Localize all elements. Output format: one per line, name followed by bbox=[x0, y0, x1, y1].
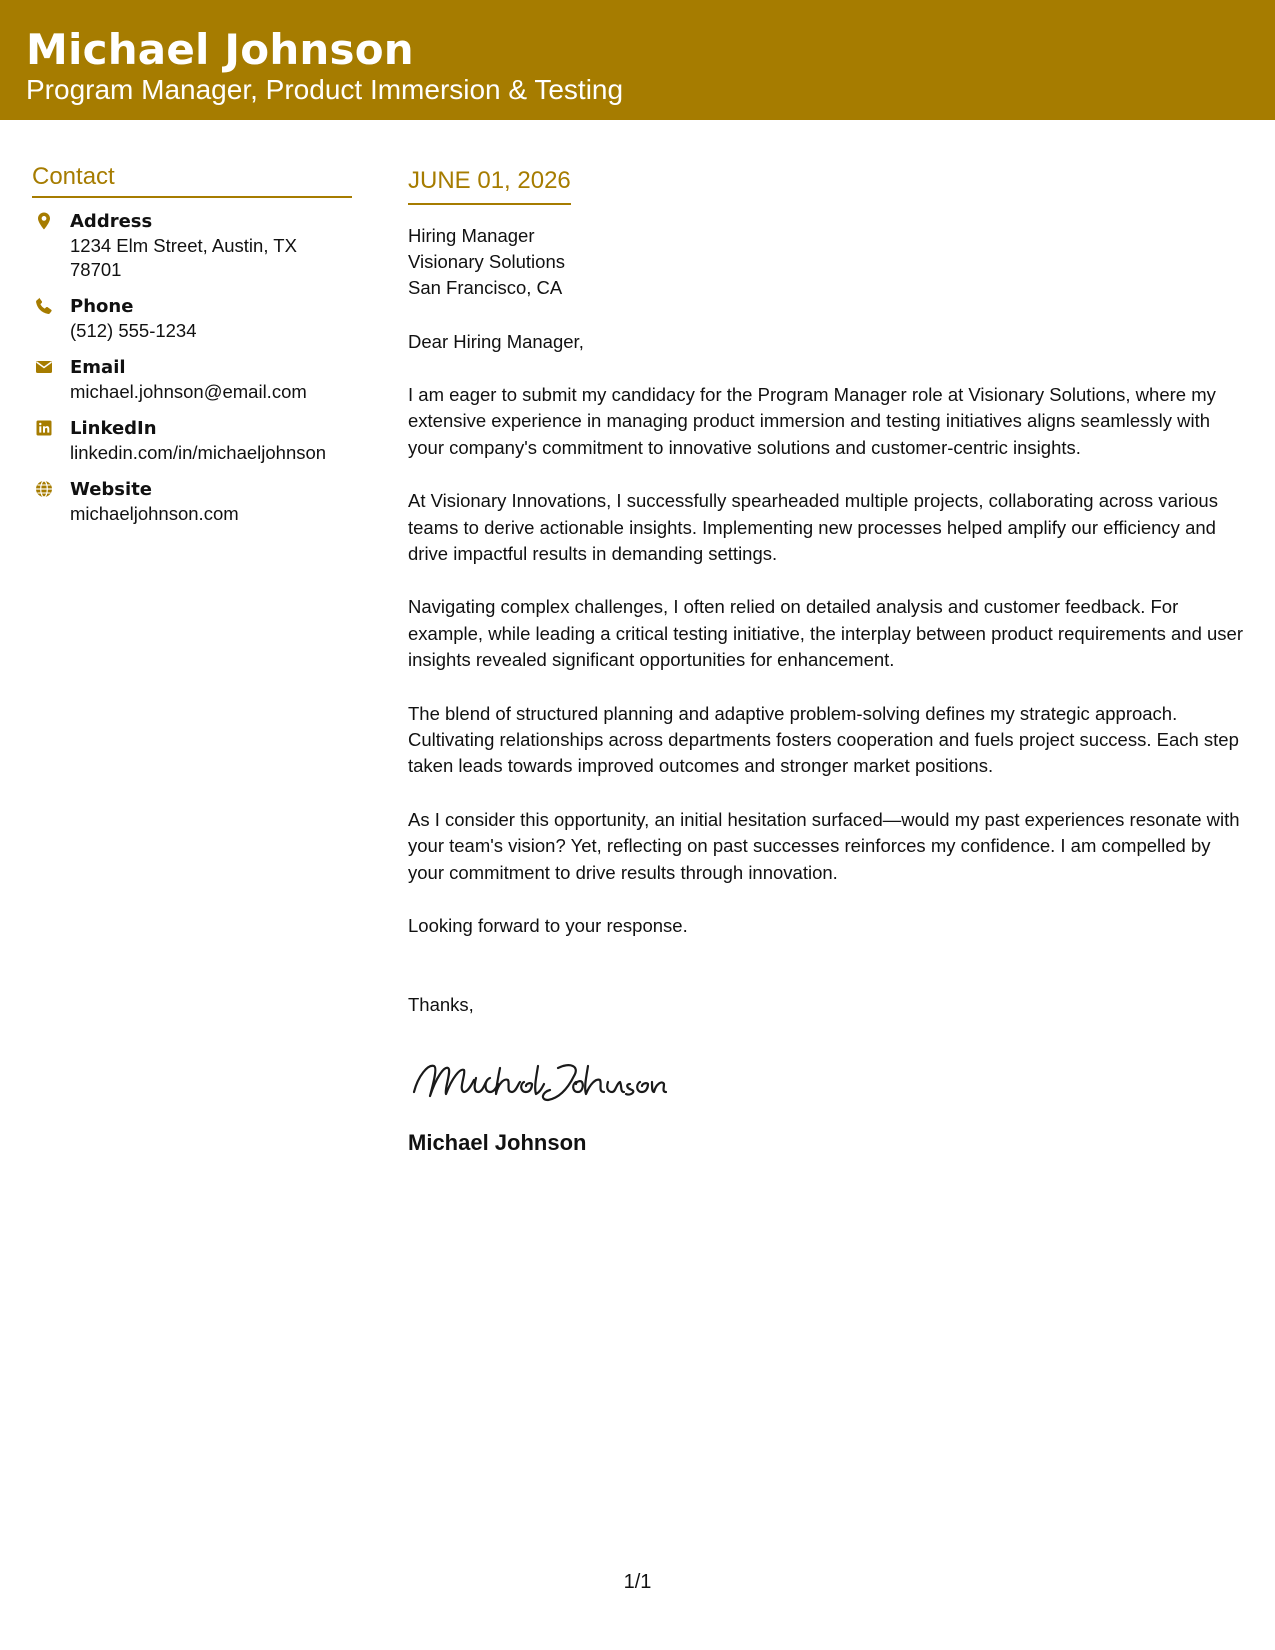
contact-label-website: Website bbox=[70, 479, 153, 500]
recipient-line: San Francisco, CA bbox=[408, 277, 563, 298]
applicant-title: Program Manager, Product Immersion & Testing bbox=[26, 74, 624, 105]
contact-value-email: michael.johnson@email.com bbox=[70, 381, 307, 402]
body-paragraph: Looking forward to your response. bbox=[408, 915, 688, 937]
contact-item-linkedin bbox=[32, 417, 352, 465]
letter-body bbox=[408, 164, 1243, 1158]
contact-item-phone bbox=[32, 295, 352, 343]
handwritten-signature bbox=[408, 1048, 1243, 1108]
header-banner bbox=[0, 0, 1275, 120]
envelope-icon bbox=[34, 357, 54, 377]
applicant-name: Michael Johnson bbox=[26, 25, 414, 74]
contact-label-phone: Phone bbox=[70, 296, 134, 317]
body-paragraph: At Visionary Innovations, I successfully spearheaded multiple projects, collaborating across various teams to derive actionable insights. Implementing new processes helped amplify our efficiency and drive impactful results in demanding settings. bbox=[408, 490, 1218, 565]
contact-item-email bbox=[32, 356, 352, 404]
contact-label-email: Email bbox=[70, 357, 126, 378]
recipient-line: Hiring Manager bbox=[408, 225, 535, 246]
closing: Thanks, bbox=[408, 993, 474, 1015]
phone-icon bbox=[34, 296, 54, 316]
contact-value-website: michaeljohnson.com bbox=[70, 503, 239, 524]
contact-item-address bbox=[32, 210, 352, 282]
body-paragraph: As I consider this opportunity, an initial hesitation surfaced—would my past experiences resonate with your team's vision? Yet, reflecting on past successes reinforces my confidence. I am compelled by your commitment to drive results through innovation. bbox=[408, 808, 1240, 883]
globe-icon bbox=[34, 479, 54, 499]
contact-value-linkedin: linkedin.com/in/michaeljohnson bbox=[70, 442, 327, 463]
location-pin-icon bbox=[34, 211, 54, 231]
contact-value-address-line-1: 1234 Elm Street, Austin, TX bbox=[70, 235, 297, 256]
contact-sidebar bbox=[32, 160, 352, 539]
contact-value-phone: (512) 555-1234 bbox=[70, 320, 197, 341]
contact-label-address: Address bbox=[70, 211, 153, 232]
contact-heading: Contact bbox=[32, 160, 352, 198]
signed-name: Michael Johnson bbox=[408, 1129, 587, 1155]
contact-item-website bbox=[32, 478, 352, 526]
body-paragraph: Navigating complex challenges, I often relied on detailed analysis and customer feedback. For example, while leading a critical testing initiative, the interplay between product requirements and user insights revealed significant opportunities for enhancement. bbox=[408, 596, 1244, 671]
recipient-block bbox=[408, 223, 1243, 301]
contact-value-address-line-2: 78701 bbox=[70, 259, 122, 280]
salutation: Dear Hiring Manager, bbox=[408, 331, 584, 352]
body-paragraph: I am eager to submit my candidacy for the Program Manager role at Visionary Solutions, where my extensive experience in managing product immersion and testing initiatives aligns seamlessly with your company's commitment to innovative solutions and customer-centric insights. bbox=[408, 384, 1216, 458]
contact-label-linkedin: LinkedIn bbox=[70, 418, 157, 439]
page-number: 1/1 bbox=[623, 1571, 652, 1593]
body-paragraph: The blend of structured planning and adaptive problem-solving defines my strategic approach. Cultivating relationships across departments fosters cooperation and fuels project success. Each step taken leads towards improved outcomes and stronger market positions. bbox=[408, 702, 1239, 777]
linkedin-icon bbox=[34, 418, 54, 438]
letter-date: JUNE 01, 2026 bbox=[408, 164, 571, 205]
recipient-line: Visionary Solutions bbox=[408, 251, 565, 272]
